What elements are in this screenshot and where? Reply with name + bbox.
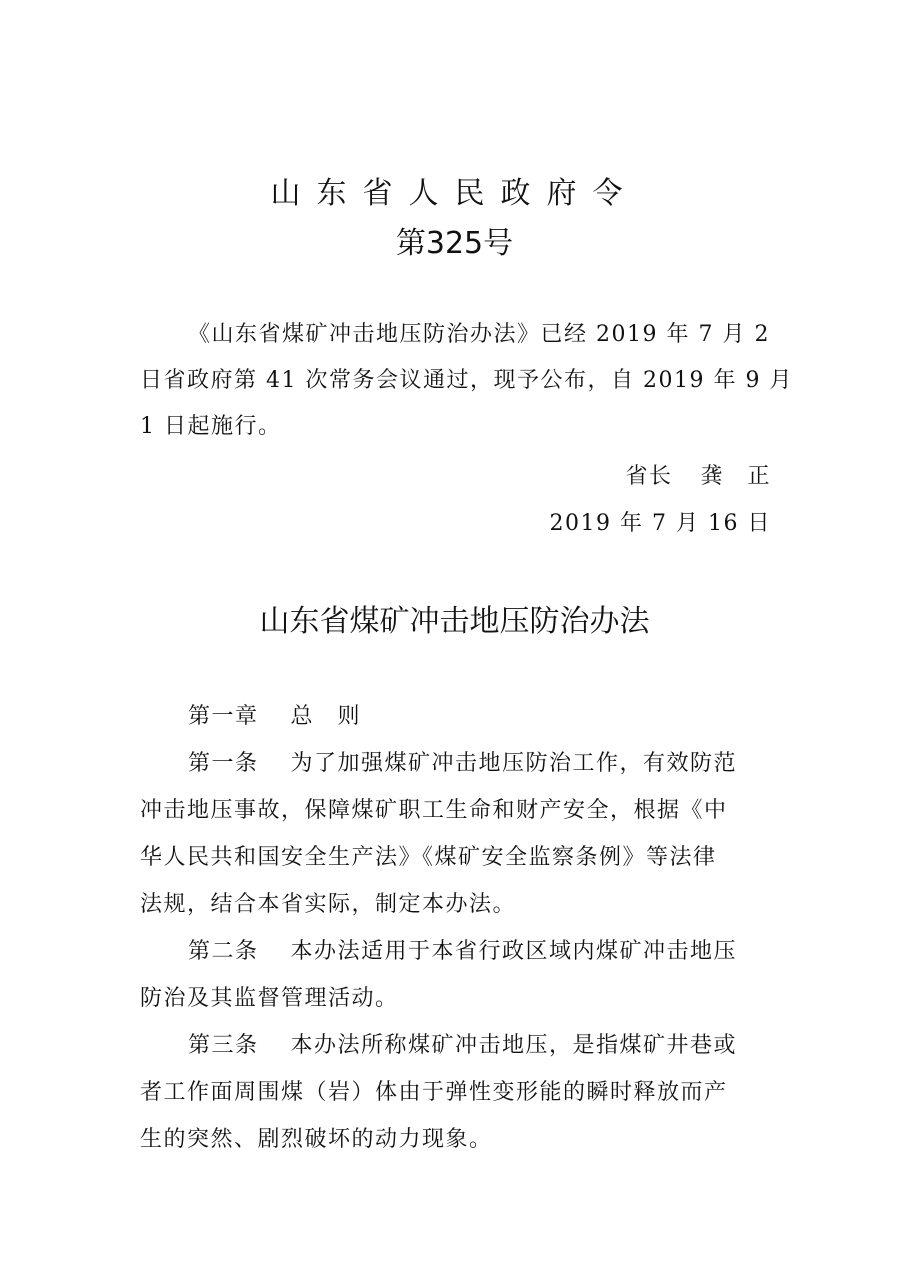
announcement-line-3: 1 日起施行。: [140, 414, 282, 439]
article-1-line-2: 冲击地压事故，保障煤矿职工生命和财产安全，根据《中: [140, 798, 728, 823]
decree-issuer-title: 山东省人民政府令: [270, 176, 639, 211]
signer-name: 龚 正: [700, 464, 771, 489]
article-1-line-3: 华人民共和国安全生产法》《煤矿安全监察条例》等法律: [140, 845, 717, 870]
article-1-text: 为了加强煤矿冲击地压防治工作，有效防范: [290, 751, 738, 776]
announcement-line-1: 《山东省煤矿冲击地压防治办法》已经 2019 年 7 月 2: [188, 322, 770, 347]
chapter-heading: [188, 694, 361, 740]
decree-date: 2019 年 7 月 16 日: [549, 511, 771, 536]
signer-title: 省长: [625, 464, 673, 489]
article-3-line-2: 者工作面周围煤（岩）体由于弹性变形能的瞬时释放而产: [140, 1080, 728, 1105]
article-2-line-2: 防治及其监督管理活动。: [140, 986, 399, 1011]
chapter-name: 总 则: [290, 704, 362, 729]
article-3-line-3: 生的突然、剧烈破坏的动力现象。: [140, 1127, 493, 1152]
article-3-line-1: [188, 1023, 737, 1069]
signature-line: [625, 454, 771, 500]
article-2-line-1: [188, 929, 737, 975]
announcement-line-2: 日省政府第 41 次常务会议通过，现予公布，自 2019 年 9 月: [140, 368, 793, 393]
article-1-line-1: [188, 741, 737, 787]
article-3-text: 本办法所称煤矿冲击地压，是指煤矿井巷或: [290, 1033, 738, 1058]
article-3-number: 第三条: [188, 1033, 259, 1058]
article-2-number: 第二条: [188, 939, 259, 964]
regulation-title: 山东省煤矿冲击地压防治办法: [259, 604, 650, 639]
chapter-number: 第一章: [188, 704, 259, 729]
article-2-text: 本办法适用于本省行政区域内煤矿冲击地压: [290, 939, 738, 964]
article-1-number: 第一条: [188, 751, 259, 776]
article-1-line-4: 法规，结合本省实际，制定本办法。: [140, 892, 517, 917]
decree-number: 第325号: [395, 226, 514, 261]
